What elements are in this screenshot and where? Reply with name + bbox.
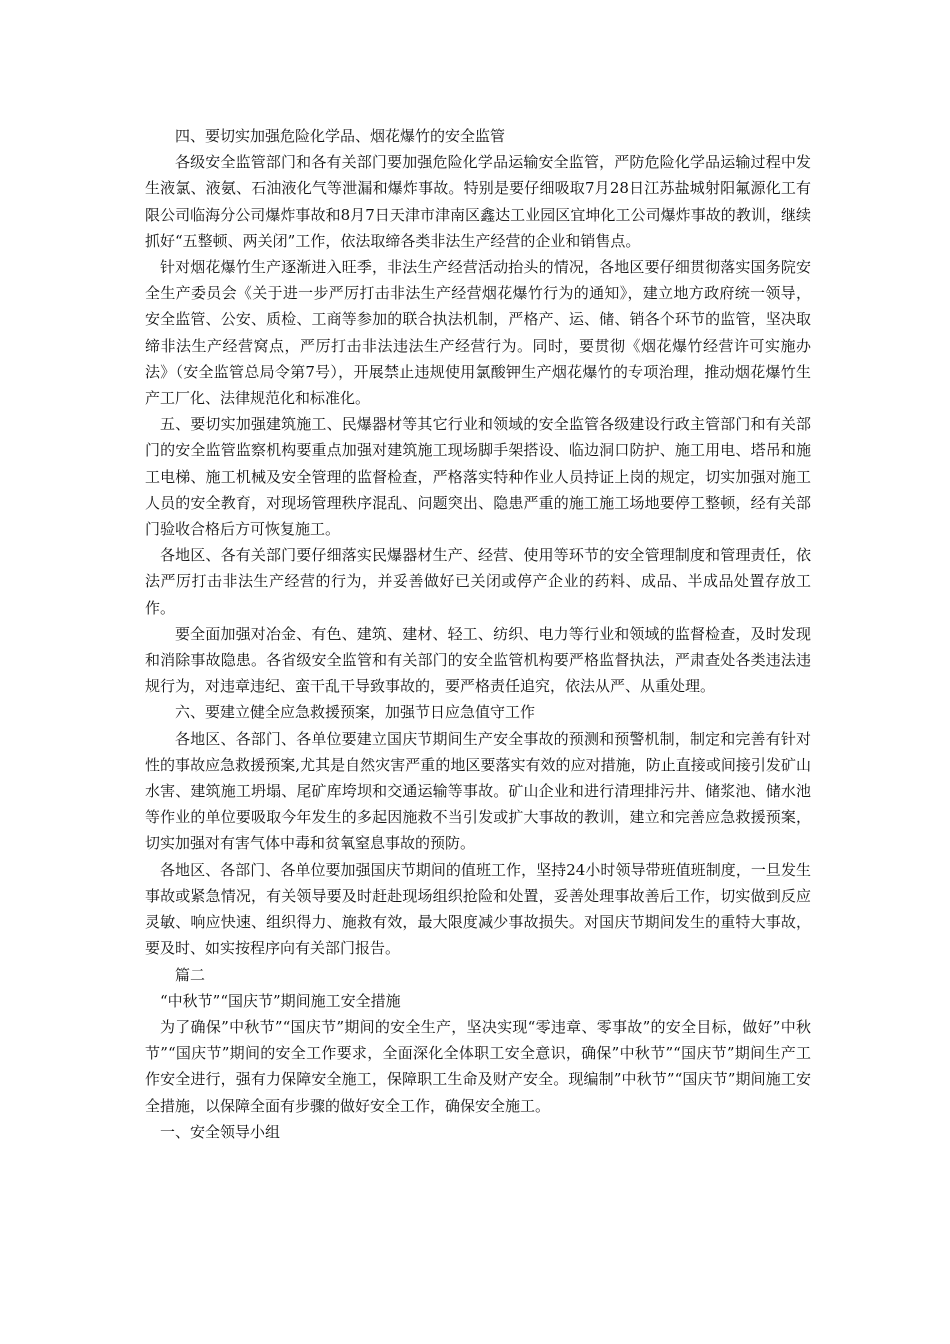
heading-safety-leadership-group: 一、安全领导小组 [160, 1122, 281, 1141]
paragraph-hazardous-chemicals: 各级安全监管部门和各有关部门要加强危险化学品运输安全监管，严防危险化学品运输过程中发生液氯、液氨、石油液化气等泄漏和爆炸事故。特别是要仔细吸取7月28日江苏盐城射阳氟源化工有限公司临海分公司爆炸事故和8月7日天津市津南区鑫达工业园区宜坤化工公司爆炸事故的教训，继续抓好“五整顿、两关闭”工作，依法取缔各类非法生产经营的企业和销售点。 [145, 153, 811, 250]
paragraph-duty-watch: 各地区、各部门、各单位要加强国庆节期间的值班工作，坚持24小时领导带班值班制度，一旦发生事故或紧急情况，有关领导要及时赶赴现场组织抢险和处置，妥善处理事故善后工作，切实做到反应灵敏、响应快速、组织得力、施救有效，最大限度减少事故损失。对国庆节期间发生的重特大事故，要及时、如实按程序向有关部门报告。 [145, 860, 811, 958]
part-two-label: 篇二 [175, 965, 206, 984]
document-page [145, 123, 811, 1145]
paragraph-explosives: 各地区、各有关部门要仔细落实民爆器材生产、经营、使用等环节的安全管理制度和管理责任，依法严厉打击非法生产经营的行为，并妥善做好已关闭或停产企业的药料、成品、半成品处置存放工作。 [145, 546, 811, 617]
part-two-title: “中秋节”“国庆节”期间施工安全措施 [160, 991, 401, 1010]
paragraph-emergency-plan: 各地区、各部门、各单位要建立国庆节期间生产安全事故的预测和预警机制，制定和完善有针对性的事故应急救援预案,尤其是自然灾害严重的地区要落实有效的应对措施，防止直接或间接引发矿山水害、建筑施工坍塌、尾矿库垮坝和交通运输等事故。矿山企业和进行清理排污井、储浆池、储水池等作业的单位要吸取今年发生的多起因施救不当引发或扩大事故的教训，建立和完善应急救援预案，切实加强对有害气体中毒和贫氧窒息事故的预防。 [145, 729, 811, 853]
section-five-paragraph: 五、要切实加强建筑施工、民爆器材等其它行业和领域的安全监管各级建设行政主管部门和有关部门的安全监管监察机构要重点加强对建筑施工现场脚手架搭设、临边洞口防护、施工用电、塔吊和施工电梯、施工机械及安全管理的监督检查，严格落实特种作业人员持证上岗的规定，切实加强对施工人员的安全教育，对现场管理秩序混乱、问题突出、隐患严重的施工施工场地要停工整顿，经有关部门验收合格后方可恢复施工。 [145, 415, 811, 539]
section-four-heading: 四、要切实加强危险化学品、烟花爆竹的安全监管 [175, 127, 506, 145]
paragraph-industry-inspection: 要全面加强对冶金、有色、建筑、建材、轻工、纺织、电力等行业和领域的监督检查，及时发现和消除事故隐患。各省级安全监管和有关部门的安全监管机构要严格监督执法，严肃查处各类违法违规行为，对违章违纪、蛮干乱干导致事故的，要严格责任追究，依法从严、从重处理。 [145, 624, 811, 696]
paragraph-holiday-safety: 为了确保”中秋节”“国庆节”期间的安全生产，坚决实现“零违章、零事故”的安全目标，做好”中秋节”“国庆节”期间的安全工作要求，全面深化全体职工安全意识，确保”中秋节”“国庆节”期间生产工作安全进行，强有力保障安全施工，保障职工生命及财产安全。现编制”中秋节”“国庆节”期间施工安全措施，以保障全面有步骤的做好安全工作，确保安全施工。 [145, 1017, 811, 1115]
paragraph-fireworks: 针对烟花爆竹生产逐渐进入旺季，非法生产经营活动抬头的情况，各地区要仔细贯彻落实国务院安全生产委员会《关于进一步严厉打击非法生产经营烟花爆竹行为的通知》，建立地方政府统一领导，安全监管、公安、质检、工商等参加的联合执法机制，严格产、运、储、销各个环节的监管，坚决取缔非法生产经营窝点，严厉打击非法违法生产经营行为。同时，要贯彻《烟花爆竹经营许可实施办法》（安全监管总局令第7号），开展禁止违规使用氯酸钾生产烟花爆竹的专项治理，推动烟花爆竹生产工厂化、法律规范化和标准化。 [145, 258, 811, 408]
section-six-heading: 六、要建立健全应急救援预案，加强节日应急值守工作 [175, 703, 536, 722]
